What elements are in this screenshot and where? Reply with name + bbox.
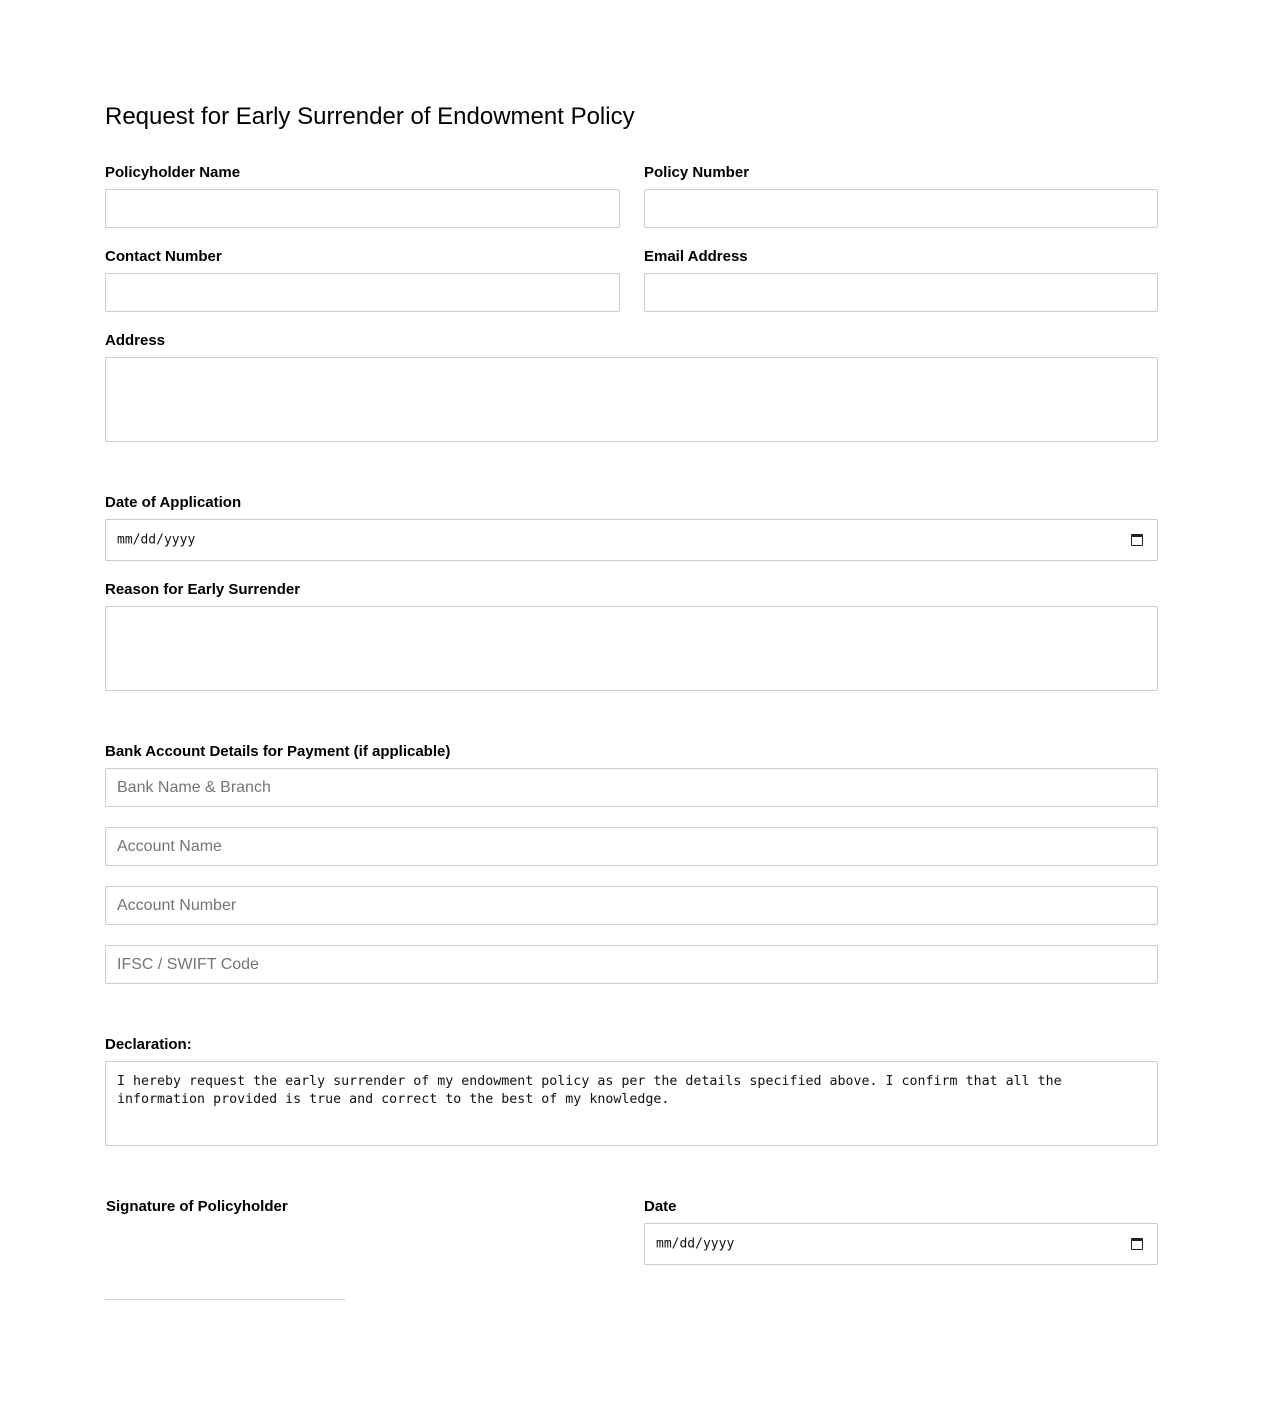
bank-details-label: Bank Account Details for Payment (if applicable)	[105, 743, 451, 760]
address-label: Address	[105, 332, 166, 349]
policyholder-name-label: Policyholder Name	[105, 164, 241, 181]
declaration-text: I hereby request the early surrender of my endowment policy as per the details specified above. I confirm that all the information provided is true and correct to the best of my knowledge.	[117, 1074, 1062, 1107]
calendar-icon[interactable]	[1131, 1238, 1143, 1250]
bank-name-placeholder: Bank Name & Branch	[117, 778, 271, 796]
reason-textarea[interactable]	[105, 606, 1158, 691]
ifsc-swift-placeholder: IFSC / SWIFT Code	[117, 955, 259, 973]
signature-line[interactable]	[105, 1299, 345, 1300]
contact-number-input[interactable]	[105, 273, 620, 312]
signature-date-input[interactable]	[644, 1223, 1158, 1265]
policyholder-name-input[interactable]	[105, 189, 620, 228]
declaration-label: Declaration:	[105, 1036, 192, 1053]
declaration-textarea[interactable]	[105, 1061, 1158, 1146]
contact-number-label: Contact Number	[105, 248, 222, 265]
policy-number-label: Policy Number	[644, 164, 750, 181]
account-number-placeholder: Account Number	[117, 896, 237, 914]
email-address-label: Email Address	[644, 248, 748, 265]
calendar-icon[interactable]	[1131, 534, 1143, 546]
signature-date-label: Date	[644, 1198, 677, 1215]
date-placeholder: mm/dd/yyyy	[117, 532, 196, 548]
bank-name-input[interactable]	[105, 768, 1158, 807]
policy-number-input[interactable]	[644, 189, 1158, 228]
signature-date-placeholder: mm/dd/yyyy	[656, 1236, 735, 1252]
reason-label: Reason for Early Surrender	[105, 581, 301, 598]
date-of-application-input[interactable]	[105, 519, 1158, 561]
ifsc-swift-input[interactable]	[105, 945, 1158, 984]
account-name-input[interactable]	[105, 827, 1158, 866]
date-of-application-label: Date of Application	[105, 494, 242, 511]
email-address-input[interactable]	[644, 273, 1158, 312]
signature-label: Signature of Policyholder	[106, 1198, 288, 1215]
account-name-placeholder: Account Name	[117, 837, 222, 855]
address-textarea[interactable]	[105, 357, 1158, 442]
page-title: Request for Early Surrender of Endowment Policy	[105, 103, 635, 130]
account-number-input[interactable]	[105, 886, 1158, 925]
